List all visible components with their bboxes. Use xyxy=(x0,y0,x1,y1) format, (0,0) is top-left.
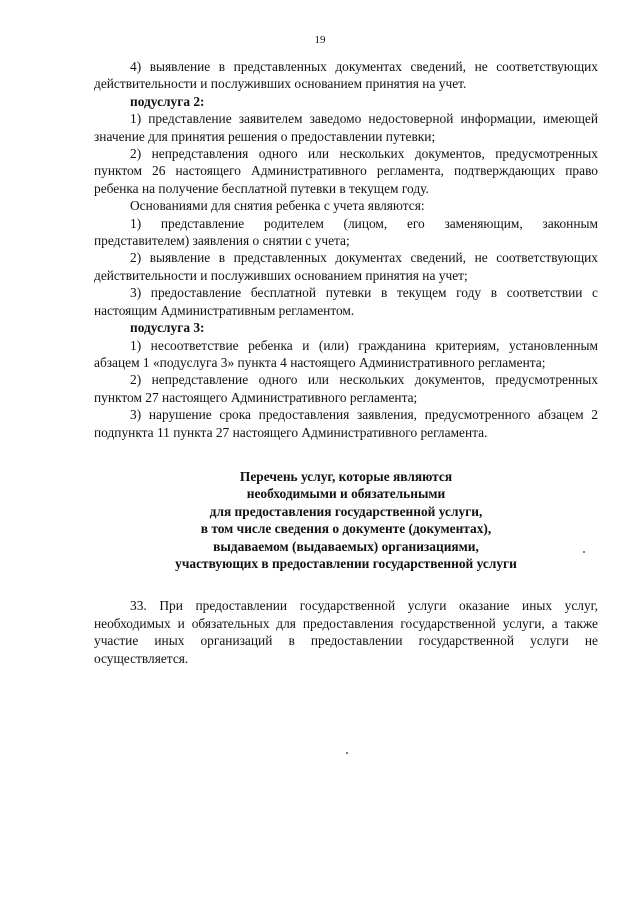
document-body xyxy=(94,58,598,667)
paragraph: Основаниями для снятия ребенка с учета являются: xyxy=(130,198,425,214)
paragraph: 3) нарушение срока предоставления заявления, предусмотренного абзацем 2 подпункта 11 пункта 27 настоящего Административного регламента. xyxy=(94,407,598,440)
heading-line: Перечень услуг, которые являются xyxy=(239,468,453,484)
scan-speck xyxy=(583,551,585,553)
paragraph: 1) представление родителем (лицом, его заменяющим, законным представителем) заявления о снятии с учета; xyxy=(94,215,598,249)
heading-line: для предоставления государственной услуги, xyxy=(209,503,483,519)
heading-line: в том числе сведения о документе (документах), xyxy=(200,521,492,537)
heading-line: выдаваемом (выдаваемых) организациями, xyxy=(213,538,479,554)
paragraph: 2) выявление в представленных документах сведений, не соответствующих действительности и послуживших основанием принятия на учет; xyxy=(94,250,598,283)
scan-speck xyxy=(346,752,348,754)
paragraph: 1) представление заявителем заведомо недостоверной информации, имеющей значение для принятия решения о предоставлении путевки; xyxy=(94,111,598,144)
paragraph: 1) несоответствие ребенка и (или) гражданина критериям, установленным абзацем 1 «подуслуга 3» пункта 4 настоящего Административного регламента; xyxy=(94,337,598,370)
paragraph: 2) непредставления одного или нескольких документов, предусмотренных пунктом 26 настоящего Административного регламента, подтверждающих право ребенка на получение бесплатной путевки в текущем году. xyxy=(94,146,598,196)
section-heading xyxy=(94,468,598,572)
paragraph: 3) предоставление бесплатной путевки в текущем году в соответствии с настоящим Административным регламентом. xyxy=(94,285,598,318)
final-paragraph: 33. При предоставлении государственной услуги оказание иных услуг, необходимых и обязательных для предоставления государственной услуги, а также участие иных организаций в предоставлении государственной услуги не осуществляется. xyxy=(94,598,598,666)
subsection-label: подуслуга 2: xyxy=(130,93,205,109)
paragraph: 2) непредставление одного или нескольких документов, предусмотренных пунктом 27 настоящего Административного регламента; xyxy=(94,372,598,405)
page-number: 19 xyxy=(314,34,326,46)
subsection-label: подуслуга 3: xyxy=(130,320,205,336)
heading-line: необходимыми и обязательными xyxy=(246,486,446,502)
heading-line: участвующих в предоставлении государственной услуги xyxy=(175,555,517,571)
paragraph: 4) выявление в представленных документах сведений, не соответствующих действительности и послуживших основанием принятия на учет. xyxy=(94,59,598,92)
